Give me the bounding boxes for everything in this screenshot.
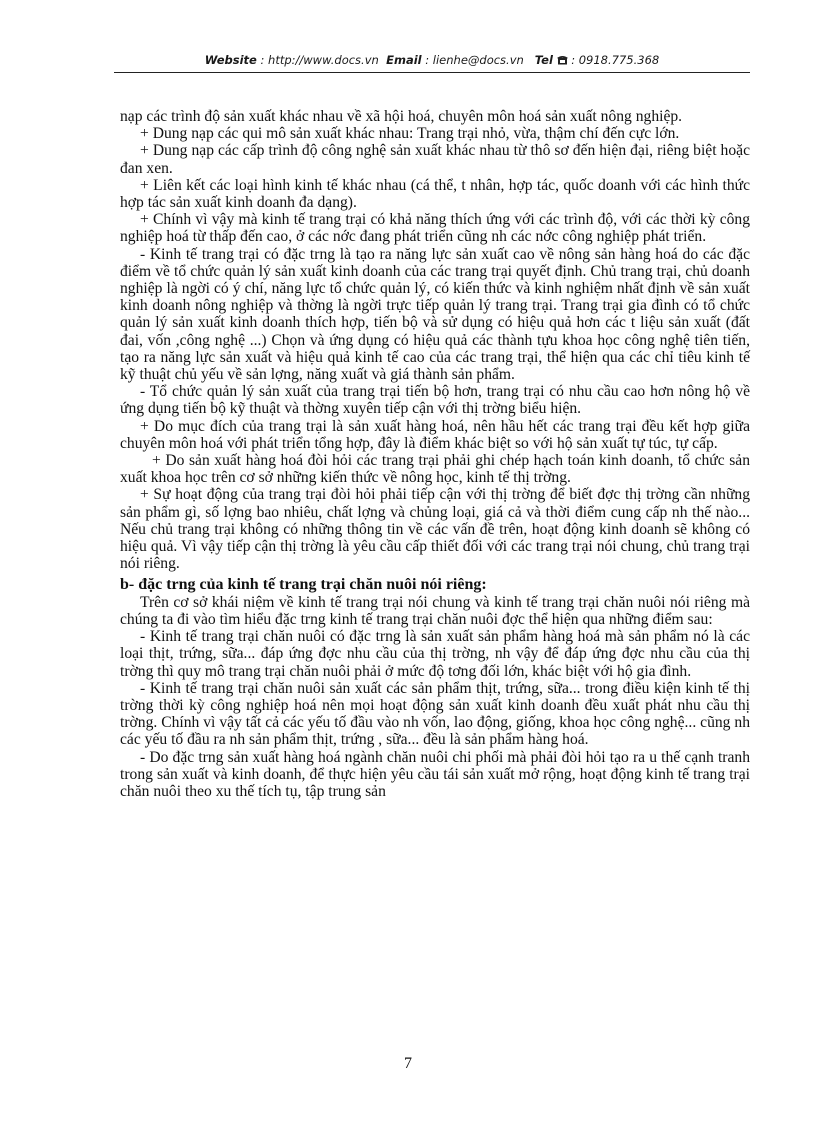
phone-icon bbox=[557, 53, 572, 67]
paragraph: + Do sản xuất hàng hoá đòi hỏi các trang trại phải ghi chép hạch toán kinh doanh, tổ chức sản xuất khoa học trên cơ sở những kiến thức về nông học, kinh tế thị trờng. bbox=[120, 452, 750, 487]
paragraph: + Do mục đích của trang trại là sản xuất hàng hoá, nên hầu hết các trang trại đều kết hợp giữa chuyên môn hoá với phát triển tổng hợp, đây là điểm khác biệt so với hộ sản xuất tự túc, tự cấp. bbox=[120, 417, 750, 452]
page-header bbox=[114, 50, 750, 73]
tel-value: : 0918.775.368 bbox=[571, 53, 660, 67]
paragraph: Trên cơ sở khái niệm về kinh tế trang trại nói chung và kinh tế trang trại chăn nuôi nói riêng mà chúng ta đi vào tìm hiểu đặc trng kinh tế trang trại chăn nuôi đợc thể hiện qua những điểm sau: bbox=[120, 593, 750, 628]
section-heading: b- đặc trng của kinh tế trang trại chăn nuôi nói riêng: bbox=[120, 576, 487, 594]
paragraph: + Sự hoạt động của trang trại đòi hỏi phải tiếp cận với thị trờng để biết đợc thị trờng cần những sản phẩm gì, số lợng bao nhiêu, chất lợng và chủng loại, giá cả và thời điểm cung cấp nh thế nào... Nếu chủ trang trại không có những thông tin về các vấn đề trên, hoạt động kinh doanh sẽ không có hiệu quả. Vì vậy tiếp cận thị trờng là yêu cầu cấp thiết đối với các trang trại nói chung, chủ trang trại nói riêng. bbox=[120, 486, 750, 573]
paragraph: - Kinh tế trang trại có đặc trng là tạo ra năng lực sản xuất cao về nông sản hàng hoá do các đặc điểm về tổ chức quản lý sản xuất kinh doanh của các trang trại quyết định. Chủ trang trại, chủ doanh nghiệp là ngời có ý chí, năng lực tổ chức quản lý, có kiến thức và kinh nghiệm nhất định về sản xuất kinh doanh nông nghiệp và thờng là ngời trực tiếp quản lý trang trại. Trang trại gia đình có tổ chức quản lý sản xuất kinh doanh thích hợp, tiến bộ và sử dụng có hiệu quả hơn các t liệu sản xuất (đất đai, vốn ,công nghệ ...) Chọn và ứng dụng có hiệu quả các thành tựu khoa học công nghệ tiên tiến, tạo ra năng lực sản xuất và hiệu quả kinh tế cao của các trang trại, thể hiện qua các chỉ tiêu kinh tế kỹ thuật chủ yếu về sản lợng, năng xuất và giá thành sản phẩm. bbox=[120, 245, 750, 384]
paragraph: - Kinh tế trang trại chăn nuôi sản xuất các sản phẩm thịt, trứng, sữa... trong điều kiện kinh tế thị trờng thời kỳ công nghiệp hoá nên mọi hoạt động sản xuất kinh doanh đều xuất phát nhu cầu thị trờng. Chính vì vậy tất cả các yếu tố đầu vào nh vốn, lao động, giống, khoa học công nghệ... cũng nh các yếu tố đầu ra nh sản phẩm thịt, trứng , sữa... đều là sản phẩm hàng hoá. bbox=[120, 679, 750, 749]
paragraph: + Chính vì vậy mà kinh tế trang trại có khả năng thích ứng với các trình độ, với các thời kỳ công nghiệp hoá từ thấp đến cao, ở các nớc đang phát triển cũng nh các nớc công nghiệp phát triển. bbox=[120, 211, 750, 246]
paragraph: - Do đặc trng sản xuất hàng hoá ngành chăn nuôi chi phối mà phải đòi hỏi tạo ra u thế cạnh tranh trong sản xuất và kinh doanh, để thực hiện yêu cầu tái sản xuất mở rộng, hoạt động kinh tế trang trại chăn nuôi theo xu thế tích tụ, tập trung sản bbox=[120, 748, 750, 800]
page-number: 7 bbox=[404, 1055, 412, 1072]
paragraph: - Tổ chức quản lý sản xuất của trang trại tiến bộ hơn, trang trại có nhu cầu cao hơn nông hộ về ứng dụng tiến bộ kỹ thuật và thờng xuyên tiếp cận với thị trờng biểu hiện. bbox=[120, 383, 750, 418]
paragraph: nạp các trình độ sản xuất khác nhau về xã hội hoá, chuyên môn hoá sản xuất nông nghiệp. bbox=[120, 108, 683, 125]
website-value: : http://www.docs.vn bbox=[260, 53, 379, 67]
website-label: Website bbox=[204, 53, 257, 67]
paragraph: - Kinh tế trang trại chăn nuôi có đặc trng là sản xuất sản phẩm hàng hoá mà sản phẩm nó là các loại thịt, trứng, sữa... đáp ứng đợc nhu cầu của thị trờng, nh vậy để đáp ứng đợc nhu cầu của thị trờng thì quy mô trang trại chăn nuôi phải ở mức độ tơng đối lớn, khác biệt với hộ gia đình. bbox=[120, 628, 750, 680]
document-body bbox=[120, 108, 750, 800]
paragraph: + Liên kết các loại hình kinh tế khác nhau (cá thể, t nhân, hợp tác, quốc doanh với các hình thức hợp tác sản xuất kinh doanh đa dạng). bbox=[120, 176, 750, 212]
tel-label: Tel bbox=[534, 53, 553, 67]
paragraph: + Dung nạp các cấp trình độ công nghệ sản xuất khác nhau từ thô sơ đến hiện đại, riêng biệt hoặc đan xen. bbox=[120, 142, 750, 177]
paragraph: + Dung nạp các qui mô sản xuất khác nhau: Trang trại nhỏ, vừa, thậm chí đến cực lớn. bbox=[140, 125, 680, 143]
email-label: Email bbox=[386, 53, 422, 67]
email-value: : lienhe@docs.vn bbox=[425, 53, 524, 67]
